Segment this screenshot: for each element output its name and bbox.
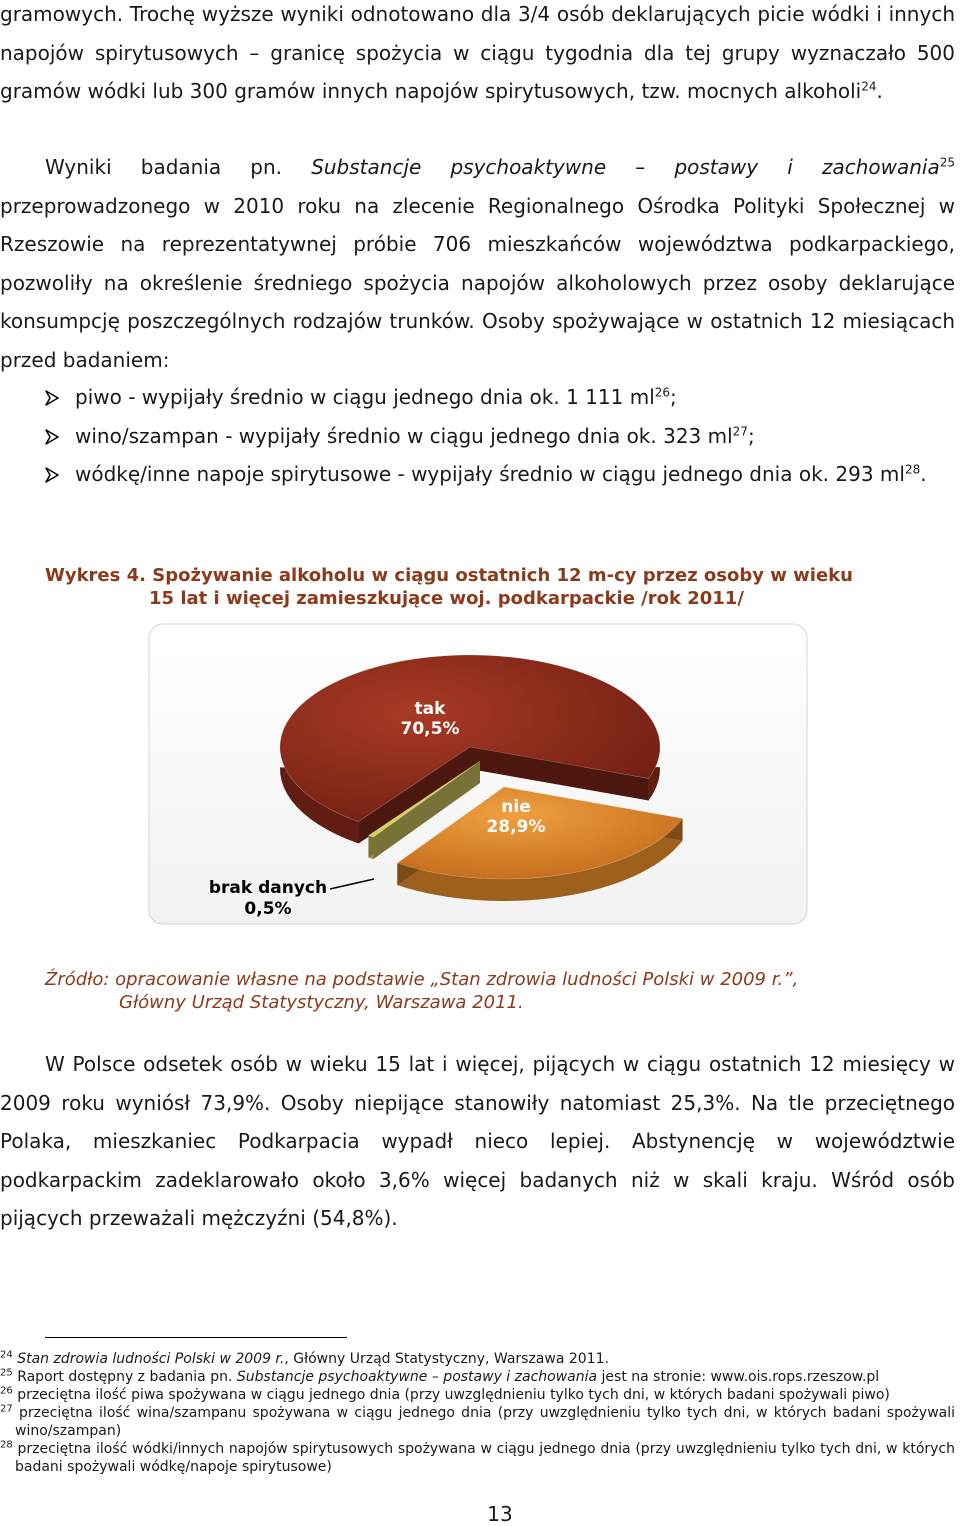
chart-title-line-2: 15 lat i więcej zamieszkujące woj. podkarpackie /rok 2011/ [149,588,744,609]
punct: . [876,79,883,103]
list-item [0,417,955,456]
slice-label-name: nie [501,797,531,817]
footnote-text: , Główny Urząd Statystyczny, Warszawa 2011. [284,1351,609,1367]
footnote-text: przeciętna ilość wódki/innych napojów spirytusowych spożywana w ciągu jednego dnia (przy uwzględnieniu tylko tych dni, w których badani spożywali wódkę/napoje spirytusowe) [15,1441,955,1475]
list-item [0,378,955,417]
footnote-text: przeciętna ilość piwa spożywana w ciągu jednego dnia (przy uwzględnieniu tylko tych dni, w których badani spożywali piwo) [17,1387,890,1403]
slice-label-value: 70,5% [400,719,460,739]
paragraph-study-text: przeprowadzonego w 2010 roku na zlecenie Regionalnego Ośrodka Polityki Społecznej w Rzeszowie na reprezentatywnej próbie 706 mieszkańców województwa podkarpackiego, pozwoliły na określenie średniego spożycia napojów alkoholowych przez osoby deklarujące konsumpcję poszczególnych rodzajów trunków. Osoby spożywające w ostatnich 12 miesiącach przed badaniem: [0,193,955,372]
page-number: 13 [487,1502,513,1526]
study-title: Substancje psychoaktywne – postawy i zachowania [311,155,940,179]
footnote-ref-28[interactable]: 28 [904,462,921,477]
paragraph-intro [0,0,955,111]
footnote-text: przeciętna ilość wina/szampanu spożywana w ciągu jednego dnia (przy uwzględnieniu tylko tych dni, w których badani spożywali wino/szampan) [15,1405,955,1439]
footnote-25 [0,1368,955,1386]
pie-chart [148,623,808,925]
arrow-bullet-icon [44,390,60,406]
punct: ; [747,423,755,448]
list-item-text: wódkę/inne napoje spirytusowe - wypijały średnio w ciągu jednego dnia ok. 293 ml [75,462,905,486]
slice-label-name: brak danych [208,878,328,898]
chart-title-line-1: Wykres 4. Spożywanie alkoholu w ciągu ostatnich 12 m-cy przez osoby w wieku [45,565,853,586]
slice-label-value: 0,5% [244,899,292,919]
footnote-number: 28 [0,1439,13,1451]
list-item-text: wino/szampan - wypijały średnio w ciągu jednego dnia ok. 323 ml [75,423,733,448]
footnote-26 [0,1386,955,1404]
arrow-bullet-icon [44,467,60,483]
footnote-ref-25[interactable]: 25 [939,155,955,170]
source-line-1: Źródło: opracowanie własne na podstawie „Stan zdrowia ludności Polski w 2009 r.”, [45,969,799,990]
footnote-28 [0,1440,955,1476]
slice-label-name: tak [414,699,446,719]
paragraph-national: W Polsce odsetek osób w wieku 15 lat i więcej, pijących w ciągu ostatnich 12 miesięcy w 2009 roku wyniósł 73,9%. Osoby niepijące stanowiły natomiast 25,3%. Na tle przeciętnego Polaka, mieszkaniec Podkarpacia wypadł nieco lepiej. Abstynencję w województwie podkarpackim zadeklarowało około 3,6% więcej badanych niż w skali kraju. Wśród osób pijących przeważali mężczyźni (54,8%). [0,1052,955,1230]
footnote-27 [0,1404,955,1440]
list-item-text: piwo - wypijały średnio w ciągu jednego dnia ok. 1 111 ml [75,385,655,409]
chart-title [45,564,945,610]
footnote-italic: Substancje psychoaktywne – postawy i zachowania [236,1369,598,1385]
footnote-number: 24 [0,1349,13,1361]
paragraph-study [0,148,955,379]
punct: ; [670,385,677,409]
footnote-ref-27[interactable]: 27 [732,423,748,438]
list-item [0,455,955,494]
footnote-number: 26 [0,1385,13,1397]
arrow-bullet-icon [44,429,60,445]
footnote-text: Raport dostępny z badania pn. [17,1369,237,1385]
footnote-separator [45,1337,347,1338]
slice-label-value: 28,9% [486,817,546,837]
paragraph-intro-text: gramowych. Trochę wyższe wyniki odnotowano dla 3/4 osób deklarujących picie wódki i innych napojów spirytusowych – granicę spożycia w ciągu tygodnia dla tej grupy wyznaczało 500 gramów wódki lub 300 gramów innych napojów spirytusowych, tzw. mocnych alkoholi [0,2,955,103]
footnote-ref-24[interactable]: 24 [861,79,877,94]
footnote-number: 25 [0,1367,13,1379]
footnote-italic: Stan zdrowia ludności Polski w 2009 r. [17,1351,285,1367]
footnotes [0,1350,955,1476]
footnote-number: 27 [0,1403,13,1415]
source-line-2: Główny Urząd Statystyczny, Warszawa 2011. [119,992,524,1013]
footnote-24 [0,1350,955,1368]
punct: . [920,462,927,486]
footnote-ref-26[interactable]: 26 [654,385,671,400]
paragraph-study-lead: Wyniki badania pn. [45,155,312,179]
chart-source [45,968,945,1014]
footnote-text: jest na stronie: www.ois.rops.rzeszow.pl [597,1369,880,1385]
consumption-list [0,378,955,494]
